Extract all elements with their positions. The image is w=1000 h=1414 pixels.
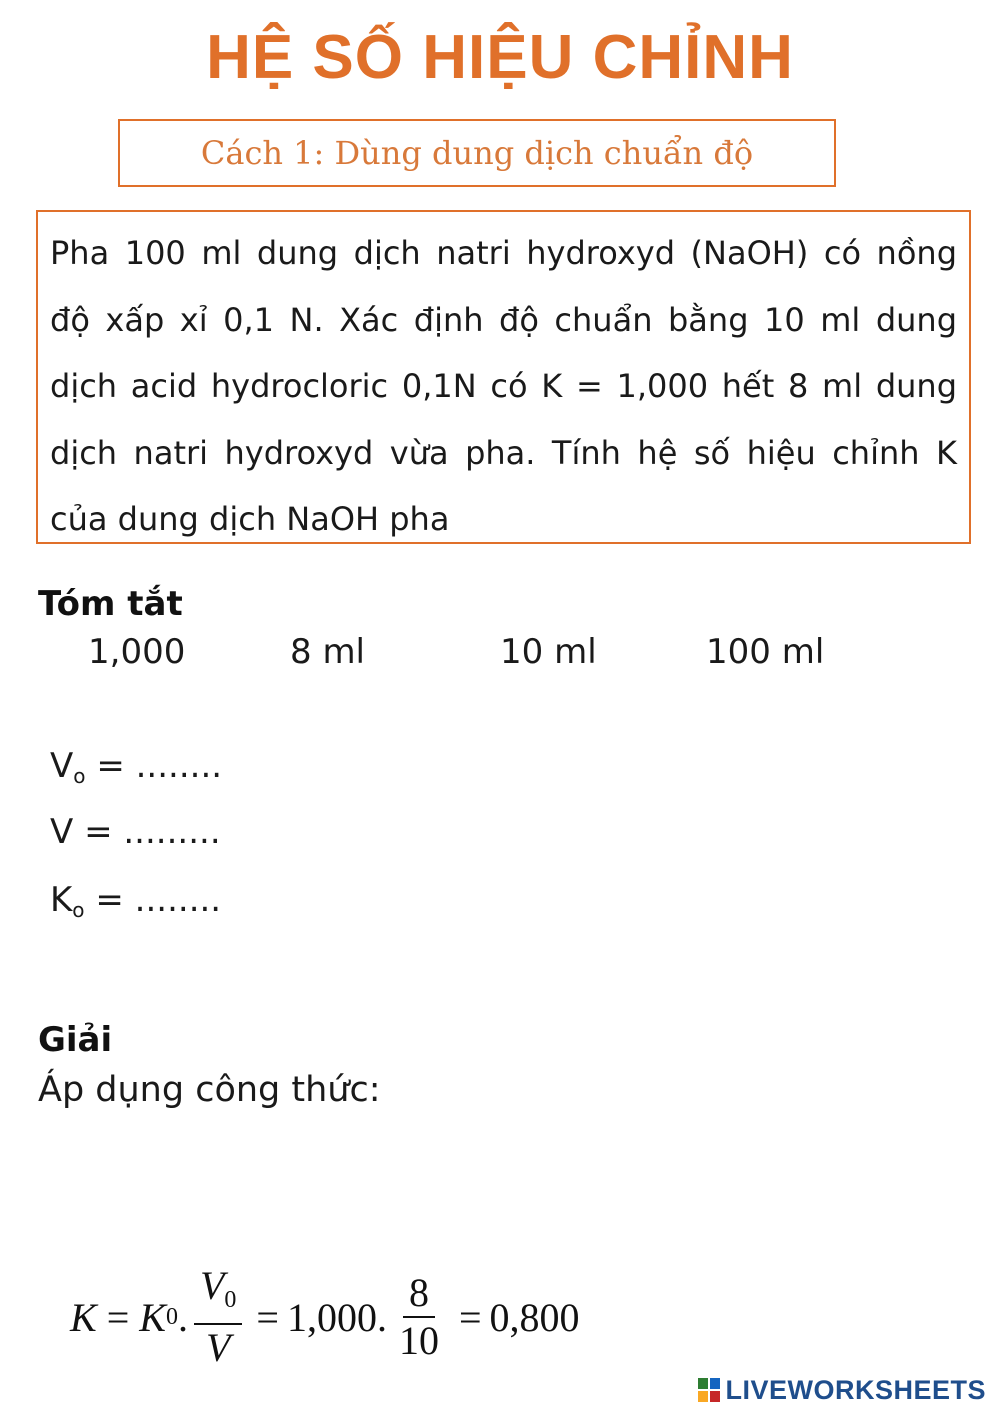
formula-fraction-values xyxy=(393,1270,445,1364)
formula-equals: = xyxy=(106,1294,130,1340)
solution-heading: Giải xyxy=(38,1020,113,1060)
formula-lhs: K xyxy=(70,1294,97,1340)
variable-k0-line xyxy=(50,880,221,922)
summary-value-v0: 10 ml xyxy=(500,632,597,672)
variable-v0-line xyxy=(50,746,222,788)
summary-heading: Tóm tắt xyxy=(38,584,183,624)
variable-blank: = ........ xyxy=(95,880,222,920)
formula-k0: K xyxy=(139,1294,166,1340)
formula-k0-sub: 0 xyxy=(165,1303,178,1330)
method-label: Cách 1: Dùng dung dịch chuẩn độ xyxy=(200,134,754,172)
variable-blank: = ......... xyxy=(84,812,221,852)
formula-numerator: 8 xyxy=(403,1270,435,1318)
formula-equals-3: = xyxy=(458,1294,482,1340)
summary-value-v: 8 ml xyxy=(290,632,366,672)
logo-mark-icon xyxy=(698,1378,720,1402)
formula-equals-2: = xyxy=(256,1294,279,1340)
formula-dot: . xyxy=(177,1294,188,1340)
formula-v0-sub: 0 xyxy=(224,1287,237,1313)
formula-k0-value: 1,000. xyxy=(286,1294,387,1340)
formula-v: V xyxy=(205,1325,231,1370)
variable-subscript: o xyxy=(73,764,86,788)
variable-symbol: K xyxy=(50,880,73,920)
variable-v-line xyxy=(50,812,221,852)
variable-symbol: V xyxy=(50,812,74,852)
problem-text: Pha 100 ml dung dịch natri hydroxyd (NaOH) có nồng độ xấp xỉ 0,1 N. Xác định độ chuẩn bằng 10 ml dung dịch acid hydrocloric 0,1N có K = 1,000 hết 8 ml dung dịch natri hydroxyd vừa pha. Tính hệ số hiệu chỉnh K của dung dịch NaOH pha xyxy=(50,234,957,538)
formula-fraction-ratio xyxy=(194,1263,242,1371)
summary-value-k: 1,000 xyxy=(88,632,186,672)
page-title: HỆ SỐ HIỆU CHỈNH xyxy=(206,23,794,92)
formula-denominator: 10 xyxy=(398,1318,439,1363)
summary-value-volume: 100 ml xyxy=(706,632,825,672)
formula xyxy=(70,1262,580,1372)
variable-symbol: V xyxy=(50,746,74,786)
variable-blank: = ........ xyxy=(96,746,223,786)
apply-formula-text: Áp dụng công thức: xyxy=(38,1070,381,1110)
formula-v0: V xyxy=(199,1263,225,1308)
problem-box xyxy=(36,210,971,544)
liveworksheets-logo xyxy=(698,1374,986,1406)
variable-subscript: o xyxy=(72,898,85,922)
method-box xyxy=(118,119,836,187)
formula-result: 0,800 xyxy=(489,1294,580,1340)
logo-text: LIVEWORKSHEETS xyxy=(725,1374,986,1405)
